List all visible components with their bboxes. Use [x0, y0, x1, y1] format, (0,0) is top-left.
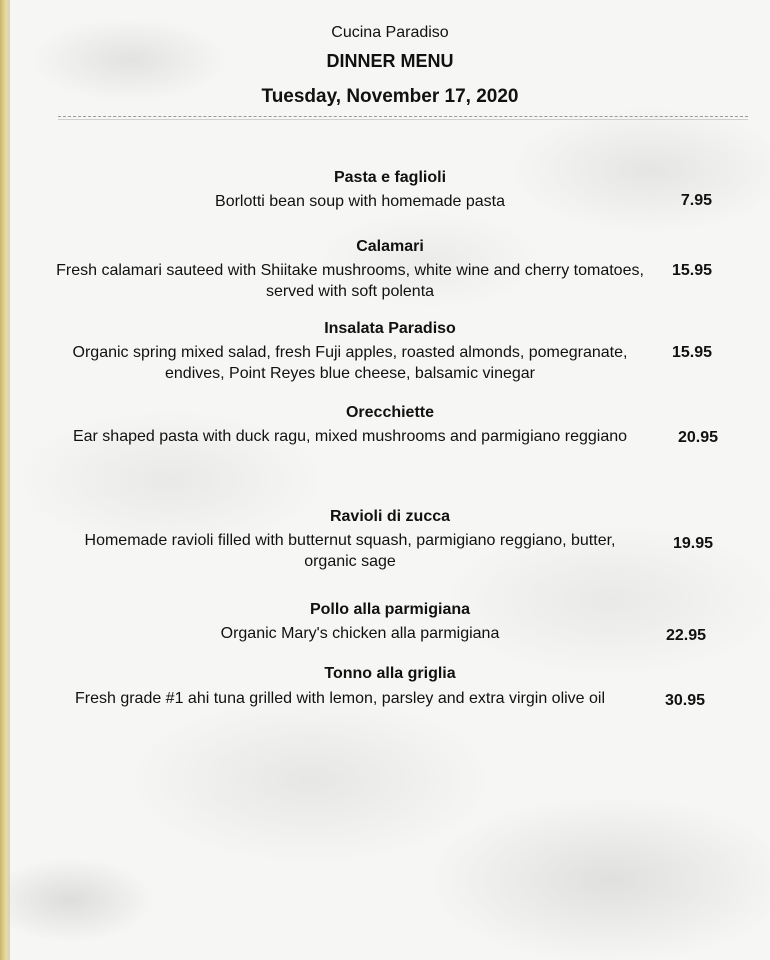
menu-item-name: Calamari — [356, 238, 424, 255]
menu-item-price: 22.95 — [665, 627, 706, 644]
menu-item-name: Insalata Paradiso — [324, 320, 456, 337]
menu-date: Tuesday, November 17, 2020 — [261, 86, 519, 107]
header-divider — [58, 116, 748, 117]
menu-item-price: 7.95 — [680, 192, 712, 209]
menu-item-description: Fresh grade #1 ahi tuna grilled with lemon, parsley and extra virgin olive oil — [74, 690, 606, 707]
menu-item-name: Pasta e faglioli — [333, 169, 447, 186]
menu-item-price: 15.95 — [671, 344, 712, 361]
menu-item-description: Ear shaped pasta with duck ragu, mixed mushrooms and parmigiano reggiano — [72, 428, 628, 445]
menu-item-description: Borlotti bean soup with homemade pasta — [215, 193, 505, 210]
menu-item-price: 15.95 — [671, 262, 712, 279]
menu-item-price: 30.95 — [664, 692, 705, 709]
menu-item-name: Orecchiette — [345, 404, 435, 421]
menu-item-description: Organic spring mixed salad, fresh Fuji apples, roasted almonds, pomegranate, endives, Point Reyes blue cheese, balsamic vinegar — [72, 344, 628, 382]
menu-item-price: 19.95 — [672, 535, 713, 552]
menu-item-price: 20.95 — [677, 429, 718, 446]
menu-item-name: Ravioli di zucca — [329, 508, 451, 525]
menu-item-description: Fresh calamari sauteed with Shiitake mushrooms, white wine and cherry tomatoes, served with soft polenta — [56, 262, 644, 300]
paper-edge — [0, 0, 10, 960]
menu-title: DINNER MENU — [326, 51, 454, 71]
header-divider-shadow — [58, 119, 748, 120]
menu-item-description: Organic Mary's chicken alla parmigiana — [220, 625, 500, 642]
menu-item-description: Homemade ravioli filled with butternut squash, parmigiano reggiano, butter, organic sage — [84, 532, 616, 570]
menu-item-name: Pollo alla parmigiana — [309, 601, 471, 618]
menu-item-name: Tonno alla griglia — [324, 665, 456, 682]
menu-page — [10, 0, 770, 960]
restaurant-name: Cucina Paradiso — [331, 24, 449, 41]
